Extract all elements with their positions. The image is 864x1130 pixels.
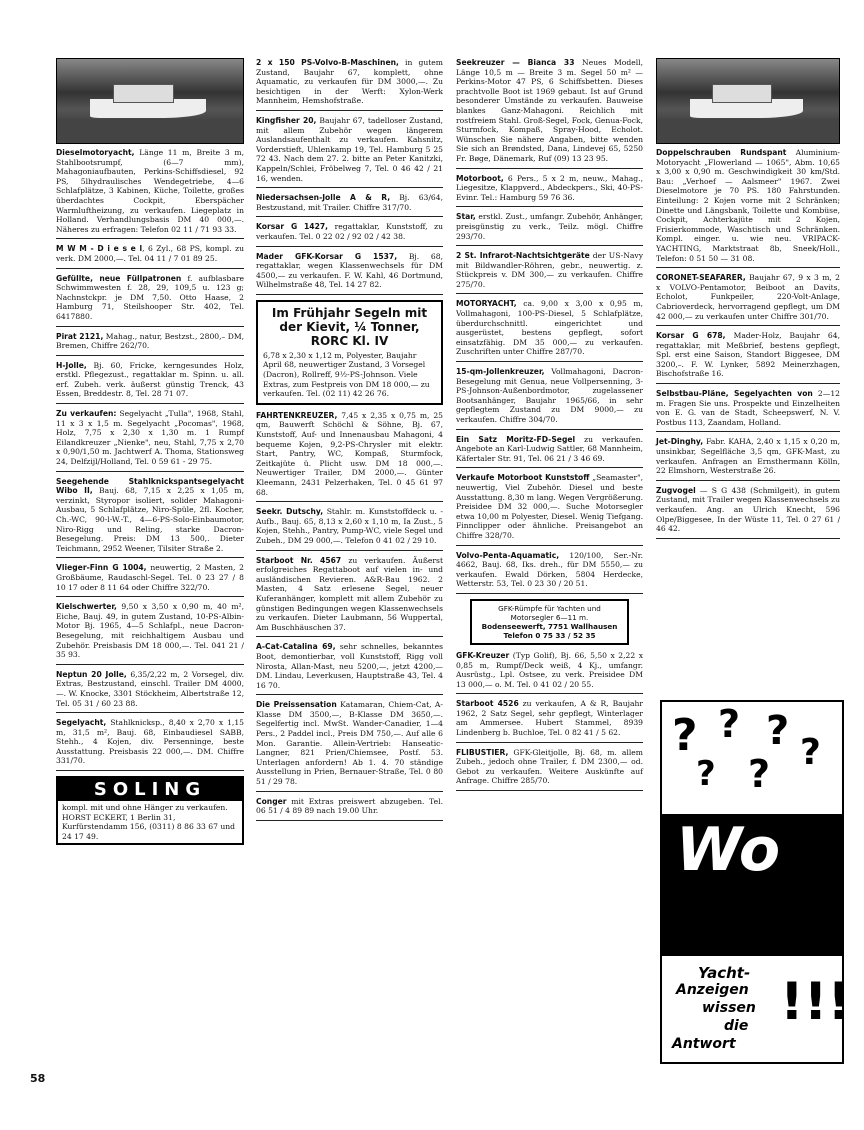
soling-title: SOLING	[58, 778, 242, 801]
classified-ad	[56, 718, 244, 771]
ad-text: Stahlr. m. Kunststoffdeck u. -Aufb., Bauj. 65, 8,13 x 2,60 x 1,10 m, Ia Zust., 5 Kojen, Stehh., Pantry, Pump-WC, viele Segel und Zubeh., DM 29 000,—. Telefon 0 41 02 / 29 10.	[256, 507, 443, 545]
gfk-line2: Motorsegler 6—11 m.	[510, 612, 589, 622]
ad-text: in gutem Zustand, Baujahr 67, komplett, ohne Aquamatic, zu verkaufen für DM 3000,—. Zu besichtigen in der Werft: Xylon-Werk Mannheim, Hemshofstraße.	[256, 58, 443, 106]
wo-line7: die	[724, 1018, 749, 1034]
ad-headline: Dieselmotoryacht,	[56, 148, 135, 157]
ad-text: (Typ Golif), Bj. 66, 5,50 x 2,22 x 0,85 m, Rumpf/Deck weiß, 4 Kj., umfangr. Ausrüstg., Lpl. Ostsee, zu verk. Preisidee DM 13 000,— o. M. Tel. 0 41 02 / 20 55.	[456, 650, 643, 689]
ad-headline: Zugvogel	[656, 485, 696, 495]
kievit-headline: Im Frühjahr Segeln mit der Kievit, ¼ Tonner, RORC Kl. IV	[271, 305, 428, 348]
ad-text: regattaklar, Kunststoff, zu verkaufen. Tel. 0 22 02 / 92 02 / 42 38.	[256, 222, 443, 241]
ad-text: 120/100, Ser.-Nr. 4662, Bauj. 68, Iks. dreh., für DM 5550,— zu verkaufen. Ewald Dörken, 5804 Herdecke, Wetterstr. 53, Tel. 0 23 30 / 20 51.	[456, 550, 643, 589]
ad-headline: CORONET-SEAFARER,	[656, 273, 746, 283]
column-1	[56, 58, 244, 845]
question-mark-icon: ?	[748, 752, 771, 796]
ad-headline: Segelyacht,	[56, 718, 107, 728]
classified-ad	[656, 273, 840, 326]
classified-ad	[456, 699, 643, 742]
wo-line6: wissen	[702, 1000, 756, 1016]
gfk-line4: Telefon 0 75 33 / 52 35	[503, 630, 596, 640]
ad-headline: Mader GFK-Korsar G 1537,	[256, 251, 398, 261]
wo-line4: Boot	[766, 932, 803, 948]
ad-text: Bauj. 68, 7,15 x 2,25 x 1,05 m, verzinkt, Styropor isoliert, solider Mahagoni-Ausbau, 5 Schlafplätze, Niro-Spüle, 2fl. Kocher, Ch.-WC, 90-l-W.-T., 4—6-PS-Solo-Einbaumotor, Niro-Rigg und Reling, starke Dacron-Besegelung. Preis: DM 13 500,. Dieter Teichmann, 2952 Weener, Tilsiter Straße 2.	[56, 486, 244, 553]
wo-line3: mein	[760, 914, 799, 930]
gfk-line3: Bodenseewerft, 7751 Wallhausen	[481, 621, 618, 631]
soling-ad	[56, 776, 244, 845]
ad-text: zu verkaufen. Äußerst erfolgreiches Regattaboot auf vielen in- und ausländischen Revieren. A&R-Bau 1962. 2 Masten, 4 Satz erlesene Segel, neuer Kuferanhänger, komplett mit allem Zubehör zu günstigen Bedingungen wegen Klassenwechsels zu verkaufen. Dieter Laubmann, 56 Wuppertal, Am Buschhäuschen 37.	[256, 555, 443, 632]
classified-ad	[456, 435, 643, 469]
ad-text: Katamaran, Chiem-Cat, A-Klasse DM 3500,—, B-Klasse DM 3650,—. Segelfertig incl. MwSt. Wander-Canadier, 1—4 Pers., 2 Paddel incl., Preis DM 750,—. Auf alle 6 Mon. Garantie. Allein-Vertrieb: Hanseatic-Langner, 821 Prien/Chiemsee, Postf. 53. Unterlagen anfordern! Ab 1. 4. 70 ständige Ausstellung in Prien, Bernauer-Straße, Tel. 0 80 51 / 29 78.	[256, 700, 443, 787]
ad-text: zu verkaufen, A & R, Baujahr 1962, 2 Satz Segel, sehr gepflegt, Winterlager am Ammersee. Hubert Stammel, 8939 Lindenberg b. Buchloe, Tel. 0 82 41 / 5 62.	[456, 699, 643, 738]
ad-text: 2—12 m. Fragen Sie uns. Prospekte und Einzelheiten von E. G. van de Stadt, Scheepswerf, N. V. Postbus 113, Zaandam, Holland.	[656, 389, 840, 427]
classified-ad	[656, 486, 840, 539]
page-number: 58	[30, 1072, 46, 1085]
ad-headline: Kingfisher 20,	[256, 115, 317, 125]
ad-headline: MOTORYACHT,	[456, 299, 517, 309]
soling-text: kompl. mit und ohne Hänger zu verkaufen. HORST ECKERT, 1 Berlin 31, Kurfürstendamm 156, (0311) 8 86 33 67 und 24 17 49.	[62, 803, 235, 841]
question-mark-icon: ?	[800, 732, 821, 773]
ad-headline: Niedersachsen-Jolle A & R,	[256, 193, 391, 203]
ad-headline: 2 St. Infrarot-Nachtsichtgeräte	[456, 251, 590, 261]
classified-ad	[656, 331, 840, 384]
ad-headline: Verkaufe Motorboot Kunststoff	[456, 473, 590, 483]
ad-headline: Vlieger-Finn G 1004,	[56, 563, 147, 573]
ad-headline: 15-qm-Jollenkreuzer,	[456, 367, 545, 377]
classified-ad	[656, 148, 840, 268]
classified-ad	[256, 507, 443, 550]
kievit-boxed-ad	[256, 300, 443, 405]
ad-text: Mahag., natur, Bestzst., 2800,– DM, Bremen, Chiffre 262/70.	[56, 331, 245, 351]
ad-text: sehr schnelles, bekanntes Boot, demontierbar, voll Kunststoff, Rigg voll Nirosta, Allan-Mast, neu 5200,—, jetzt 4200,— DM. Lindau, Leverkusen, Hauptstraße 43, Tel. 4 16 70.	[256, 642, 443, 690]
column-2	[256, 58, 443, 826]
wo-line5: Anzeigen	[676, 982, 749, 998]
ad-headline: FAHRTENKREUZER,	[256, 410, 338, 420]
ad-headline: Seekreuzer — Bianca 33	[456, 58, 575, 67]
ad-text: Bj. 60, Fricke, kerngesundes Holz, erstkl. Pflegezust., regattaklar m. Spinn. u. all. erf. Zubeh. verk. äußerst günstig Trenck, 43 Essen, Breddestr. 8, Tel. 28 71 07.	[56, 360, 244, 399]
classified-ad	[56, 361, 244, 404]
ad-headline: Doppelschrauben Rundspant	[656, 148, 787, 157]
ad-headline: 2 x 150 PS-Volvo-B-Maschinen,	[256, 58, 399, 67]
ad-headline: GFK-Kreuzer	[456, 650, 510, 660]
classified-ad	[256, 116, 443, 188]
classified-ad	[256, 222, 443, 246]
ad-headline: Korsar G 1427,	[256, 222, 329, 232]
ad-headline: Seekr. Dutschy,	[256, 507, 324, 517]
ad-text: zu verkaufen. Angebote an Karl-Ludwig Sattler, 68 Mannheim, Käfertaler Str. 91, Tel. 06 21 / 3 46 69.	[456, 434, 643, 463]
wo-line1: kaufe	[764, 878, 809, 894]
column-3	[456, 58, 643, 796]
classified-ad	[56, 332, 244, 356]
ad-headline: Star,	[456, 212, 476, 222]
ad-headline: Korsar G 678,	[656, 331, 726, 341]
ad-text: Vollmahagoni, Dacron-Besegelung mit Genua, neue Vollpersenning, 3-PS-Johnson-Außenbordmotor, zugelassener Bootsanhänger, Baujahr 1965/66, in sehr gepflegtem Zustand zu DM 9000,— zu verkaufen. Chiffre 304/70.	[456, 367, 643, 424]
ad-headline: Volvo-Penta-Aquamatic,	[456, 550, 560, 560]
ad-headline: FLIBUSTIER,	[456, 747, 509, 757]
ad-text: ca. 9,00 x 3,00 x 0,95 m, Vollmahagoni, 100-PS-Diesel, 5 Schlafplätze, überdurchschnittl. eingerichtet und ausgerüstet, bestens gepflegt, sofort einsatzfähig. DM 35 000,— zu verkaufen. Zuschriften unter Chiffre 287/70.	[456, 299, 643, 357]
ad-text: 7,45 x 2,35 x 0,75 m, 25 qm, Bauwerft Schöchl & Söhne, Bj. 67, Kunststoff, Auf- und Innenausbau Mahagoni, 4 bequeme Kojen, 9,2-PS-Chrysler mit elektr. Start, Pantry, WC, Kompaß, Sturmfock, Zeitkajüte ü. Plicht usw. DM 18 000,—. Neuwertiger Trailer, DM 2000,—. Günter Kleemann, 2431 Pelzerhaken, Tel. 0 45 61 97 68.	[256, 410, 443, 497]
classified-ad	[456, 58, 643, 169]
classified-ad	[56, 670, 244, 713]
classified-ad	[56, 274, 244, 327]
classified-ad	[256, 193, 443, 217]
classified-ad	[456, 367, 643, 430]
gfk-rumpfe-boxed-ad	[470, 599, 629, 645]
classified-ad	[56, 409, 244, 472]
question-mark-icon: ?	[672, 710, 698, 761]
classified-ad	[56, 563, 244, 597]
ad-text: Bj. 68, regattaklar, wegen Klassenwechsels für DM 4500,— zu verkaufen. F. W. Kahl, 46 Dortmund, Wilhelmstraße 48, Tel. 14 27 82.	[256, 251, 443, 290]
classified-ad	[56, 477, 244, 559]
ad-text: , 6 Zyl., 68 PS, kompl. zu verk. DM 2000,—. Tel. 04 11 / 7 01 89 25.	[56, 244, 244, 263]
classified-ad	[456, 748, 643, 791]
ad-text: erstkl. Zust., umfangr. Zubehör, Anhänger, preisgünstig zu verk., Teilz. mögl. Chiffre 293/70.	[456, 212, 643, 241]
ad-headline: A-Cat-Catalina 69,	[256, 642, 336, 652]
ad-text: Aluminium-Motoryacht „Flowerland — 1065", Abm. 10,65 x 3,00 x 0,90 m. Geschwindigkeit 30 km/Std. Bau: „Verhoef — Aalsmeer" 1967. Zwei Dieselmotore je 70 PS. 180 Fahrstunden. Einteilung: 2 Kojen vorne mit 2 Schränken; Dinette und Längsbank, Toilette und Kombüse, Cockpit, Achterkajüte mit 2 Kojen, Frisierkommode, Waschtisch und Schränken. Kompl. einger. u. wie neu. VRIPACK-YACHTING, Marktstraat 8b, Sneek/Holl., Telefon: 0 51 50 — 31 08.	[656, 148, 840, 263]
wo-big-text: Wo	[676, 815, 781, 885]
gfk-line1: GFK-Rümpfe für Yachten und	[498, 603, 601, 613]
ad-text: GFK-Gleitjolle, Bj. 68, m. allem Zubeh., jedoch ohne Trailer, f. DM 2300,— od. Gebot zu verkaufen. Weitere Auskünfte auf Anfrage. Chiffre 285/70.	[456, 747, 643, 786]
classified-ad	[256, 700, 443, 791]
ad-headline: Conger	[256, 796, 287, 806]
classified-ad	[256, 797, 443, 821]
ad-headline: Gefüllte, neue Füllpatronen	[56, 273, 182, 283]
wo-brand: Yacht-	[698, 964, 751, 982]
classified-ad	[456, 551, 643, 594]
classified-ad	[456, 473, 643, 545]
ad-text: Baujahr 67, tadelloser Zustand, mit allem Zubehör wegen längerem Auslandsaufenthalt zu verkaufen. Kahsnitz, Vorderstieft, Uhlenkamp 19, Tel. Hamburg 5 25 72 43. Nach dem 27. 2. bitte an Peter Kanitzki, Kappeln/Schlei, Fröbelweg 7, Tel. 0 46 42 / 21 16, wenden.	[256, 115, 444, 183]
ad-headline: Die Preissensation	[256, 700, 337, 710]
ad-headline: Starboot Nr. 4567	[256, 555, 342, 565]
ad-text: 6,35/2,22 m, 2 Vorsegel, div. Extras, Bestzustand, einschl. Trailer DM 4000,—. W. Knocke, 3301 Stöckheim, Albertstraße 12, Tel. 05 31 / 60 23 88.	[56, 669, 244, 708]
ad-headline: H-Jolle,	[56, 360, 87, 370]
ad-text: Neues Modell, Länge 10,5 m — Breite 3 m. Segel 50 m² — Perkins-Motor 47 PS, 6 Schiffsbetten. Dieses prachtvolle Boot ist 1969 gebaut. Ist auf Grund besonderer Umstände zu verkaufen. Bauweise blankes Ganz-Mahagoni. Reichlich mit rostfreiem Stahl. Groß-Segel, Fock, Genua-Fock, Sturmfock, Kompaß, Spray-Hood, Echolot. Wünschen Sie nähere Angaben, bitte wenden Sie sich an Brøndsted, Dana, Lindevej 65, 5250 Fr. Bøge, Dänemark, Ruf (09) 13 23 95.	[456, 58, 643, 163]
classified-ad	[256, 252, 443, 295]
wo-line2: ich	[770, 896, 794, 912]
ad-text: 9,50 x 3,50 x 0,90 m, 40 m², Eiche, Bauj. 49, in gutem Zustand, 10-PS-Albin-Motor Bj. 1965, 4—5 Schlafpl., neue Dacron-Besegelung, mit reichhaltigem Ausbau und Zubehör. Preisbasis DM 18 000,—. Tel. 041 21 / 35 93.	[56, 602, 244, 660]
classified-ad	[456, 212, 643, 246]
classified-ad	[256, 642, 443, 695]
classified-ad	[256, 556, 443, 638]
ad-headline: Selbstbau-Pläne, Segelyachten von	[656, 389, 813, 399]
boat-photo-flowerland	[656, 58, 840, 144]
ad-headline: Jet-Dinghy,	[656, 437, 704, 447]
ad-text: 6 Pers., 5 x 2 m, neuw., Mahag., Liegesitze, Klappverd., Abdeckpers., Ski, 40-PS-Evinr. Tel.: Hamburg 59 76 36.	[456, 173, 643, 202]
ad-text: mit Extras preiswert abzugeben. Tel. 06 51 / 4 89 89 nach 19.00 Uhr.	[256, 796, 443, 816]
classified-ad	[56, 148, 244, 239]
question-mark-icon: ?	[766, 708, 790, 754]
ad-text: Segelyacht „Tulla", 1968, Stahl, 11 x 3 x 1,5 m. Segelyacht „Pocomas", 1968, Holz, 7,75 x 2,30 x 1,30 m. 1 Rumpf Eilandkreuzer „Nienke", neu, Stahl, 7,75 x 2,70 x 0,90/1,50 m. Jachtwerf A. Thoma, Stationsweg 24, Delfzijl/Holland, Tel. 0 59 61 - 29 75.	[56, 409, 245, 467]
ad-text: Bj. 63/64, Bestzustand, mit Trailer. Chiffre 317/70.	[256, 193, 443, 212]
ad-text: — S G 438 (Schmilgeit), in gutem Zustand, mit Trailer wegen Klassenwechsels zu verkaufen. Ang. an Ulrich Knecht, 596 Olpe/Biggesee, In der Wüste 11, Tel. 0 27 61 / 46 42.	[656, 485, 840, 534]
question-mark-icon: ?	[718, 702, 741, 746]
ad-text: „Seamaster", neuwertig, Viel Zubehör. Diesel und beste Ausstattung. 8,30 m lang. Wegen Vergrößerung. Preisidee DM 32 000,—. Suche Motorsegler etwa 10,00 m Polyester, Diesel. Wenig Tiefgang. Finnclipper oder ähnliche. Preisangebot an Chiffre 328/70.	[456, 473, 643, 540]
ad-headline: Neptun 20 Jolle,	[56, 669, 127, 679]
ad-text: Fabr. KAHA, 2,40 x 1,15 x 0,20 m, unsinkbar, Segelfläche 3,5 qm, GFK-Mast, zu verkaufen. Anfragen an Ernsthermann Kölln, 22 Elmshorn, Westerstraße 26.	[656, 437, 840, 476]
classified-ad	[656, 437, 840, 480]
ad-headline: Ein Satz Moritz-FD-Segel	[456, 434, 576, 444]
ad-headline: Zu verkaufen:	[56, 409, 117, 419]
classified-ad	[256, 58, 443, 111]
wo-line8: Antwort	[672, 1036, 736, 1052]
classified-ad	[456, 251, 643, 294]
ad-headline: Motorboot,	[456, 173, 504, 183]
ad-text: Baujahr 67, 9 x 3 m, 2 x VOLVO-Pentamotor, Beiboot an Davits, Echolot, Funkpeiler, 220-Volt-Anlage, Cabrioverdeck, hervorragend gepflegt, um DM 42 000,— zu verkaufen unter Chiffre 301/70.	[656, 273, 840, 321]
ad-headline: M W M - D i e s e l	[56, 244, 143, 254]
classified-ad	[656, 389, 840, 432]
classified-ad	[456, 174, 643, 208]
column-4	[656, 58, 840, 544]
boat-photo-dieselmotoryacht	[56, 58, 244, 144]
ad-text: Länge 11 m, Breite 3 m, Stahlbootsrumpf, (6—7 mm), Mahagoniaufbauten, Perkins-Schiffsdiesel, 92 PS, 5lhydraulisches Wendegetriebe, 4—6 Schlafplätze, 3 Kabinen, Küche, Toilette, großes überdachtes Cockpit, Eberspächer Warmluftheizung, zu verkaufen. Liegeplatz in Holland. Verhandlungsbasis DM 40 000,—. Näheres zu erfragen: Telefon 02 11 / 71 93 33.	[56, 148, 244, 234]
question-mark-icon: ?	[696, 754, 716, 794]
ad-text: neuwertig, 2 Masten, 2 Großbäume, Raudaschl-Segel. Tel. 0 23 27 / 8 10 17 oder 8 11 64 oder Chiffre 322/70.	[56, 563, 244, 592]
classified-ad	[456, 651, 643, 694]
ad-headline: Starboot 4526	[456, 699, 519, 709]
ad-text: Stahlknicksp., 8,40 x 2,70 x 1,15 m, 31,5 m², Bauj. 68, Einbaudiesel SABB, Stehh., 4 Kojen, div. Persenninge, beste Ausstattung. Preisbasis 22 000,—. DM. Chiffre 331/70.	[56, 718, 244, 766]
ad-text: f. aufblasbare Schwimmwesten f. 28, 29, 109,5 u. 123 g; Nachnstckpr. je DM 7,50. Otto Haase, 2 Hamburg 71, Steilshooper Str. 402, Tel. 6417880.	[56, 273, 244, 321]
wo-kaufe-ich-mein-boot-ad	[660, 700, 852, 1064]
classified-ad	[256, 411, 443, 502]
ad-text: der US-Navy mit Bildwandler-Röhren, gebr., neuwertig. z. Stückpreis v. DM 300,— zu verkaufen. Chiffre 275/70.	[456, 251, 643, 289]
classified-ad	[456, 299, 643, 362]
ad-text: Mader-Holz, Baujahr 64, regattaklar, mit Meßbrief, bestens gepflegt, Spl. erst eine Saison, Standort Biggesee, DM 3200,–. F. W. Lynker, 5892 Meinerzhagen, Bischofstraße 16.	[656, 331, 840, 379]
ad-headline: Pirat 2121,	[56, 331, 104, 341]
ad-headline: Kielschwerter,	[56, 602, 117, 612]
exclamation-mark-icon: !!!	[780, 972, 852, 1032]
ad-headline: Seegehende Stahlknickspantsegelyacht Wibo II,	[56, 476, 244, 496]
classified-ad	[56, 602, 244, 665]
kievit-text: 6,78 x 2,30 x 1,12 m, Polyester, Baujahr April 68, neuwertiger Zustand, 3 Vorsegel (Dacron), Rollreff, 9½-PS-Johnson. Viele Extras, zum Festpreis von DM 18 000,— zu verkaufen. Tel. (02 11) 42 26 76.	[263, 350, 430, 399]
classified-ad	[56, 244, 244, 268]
